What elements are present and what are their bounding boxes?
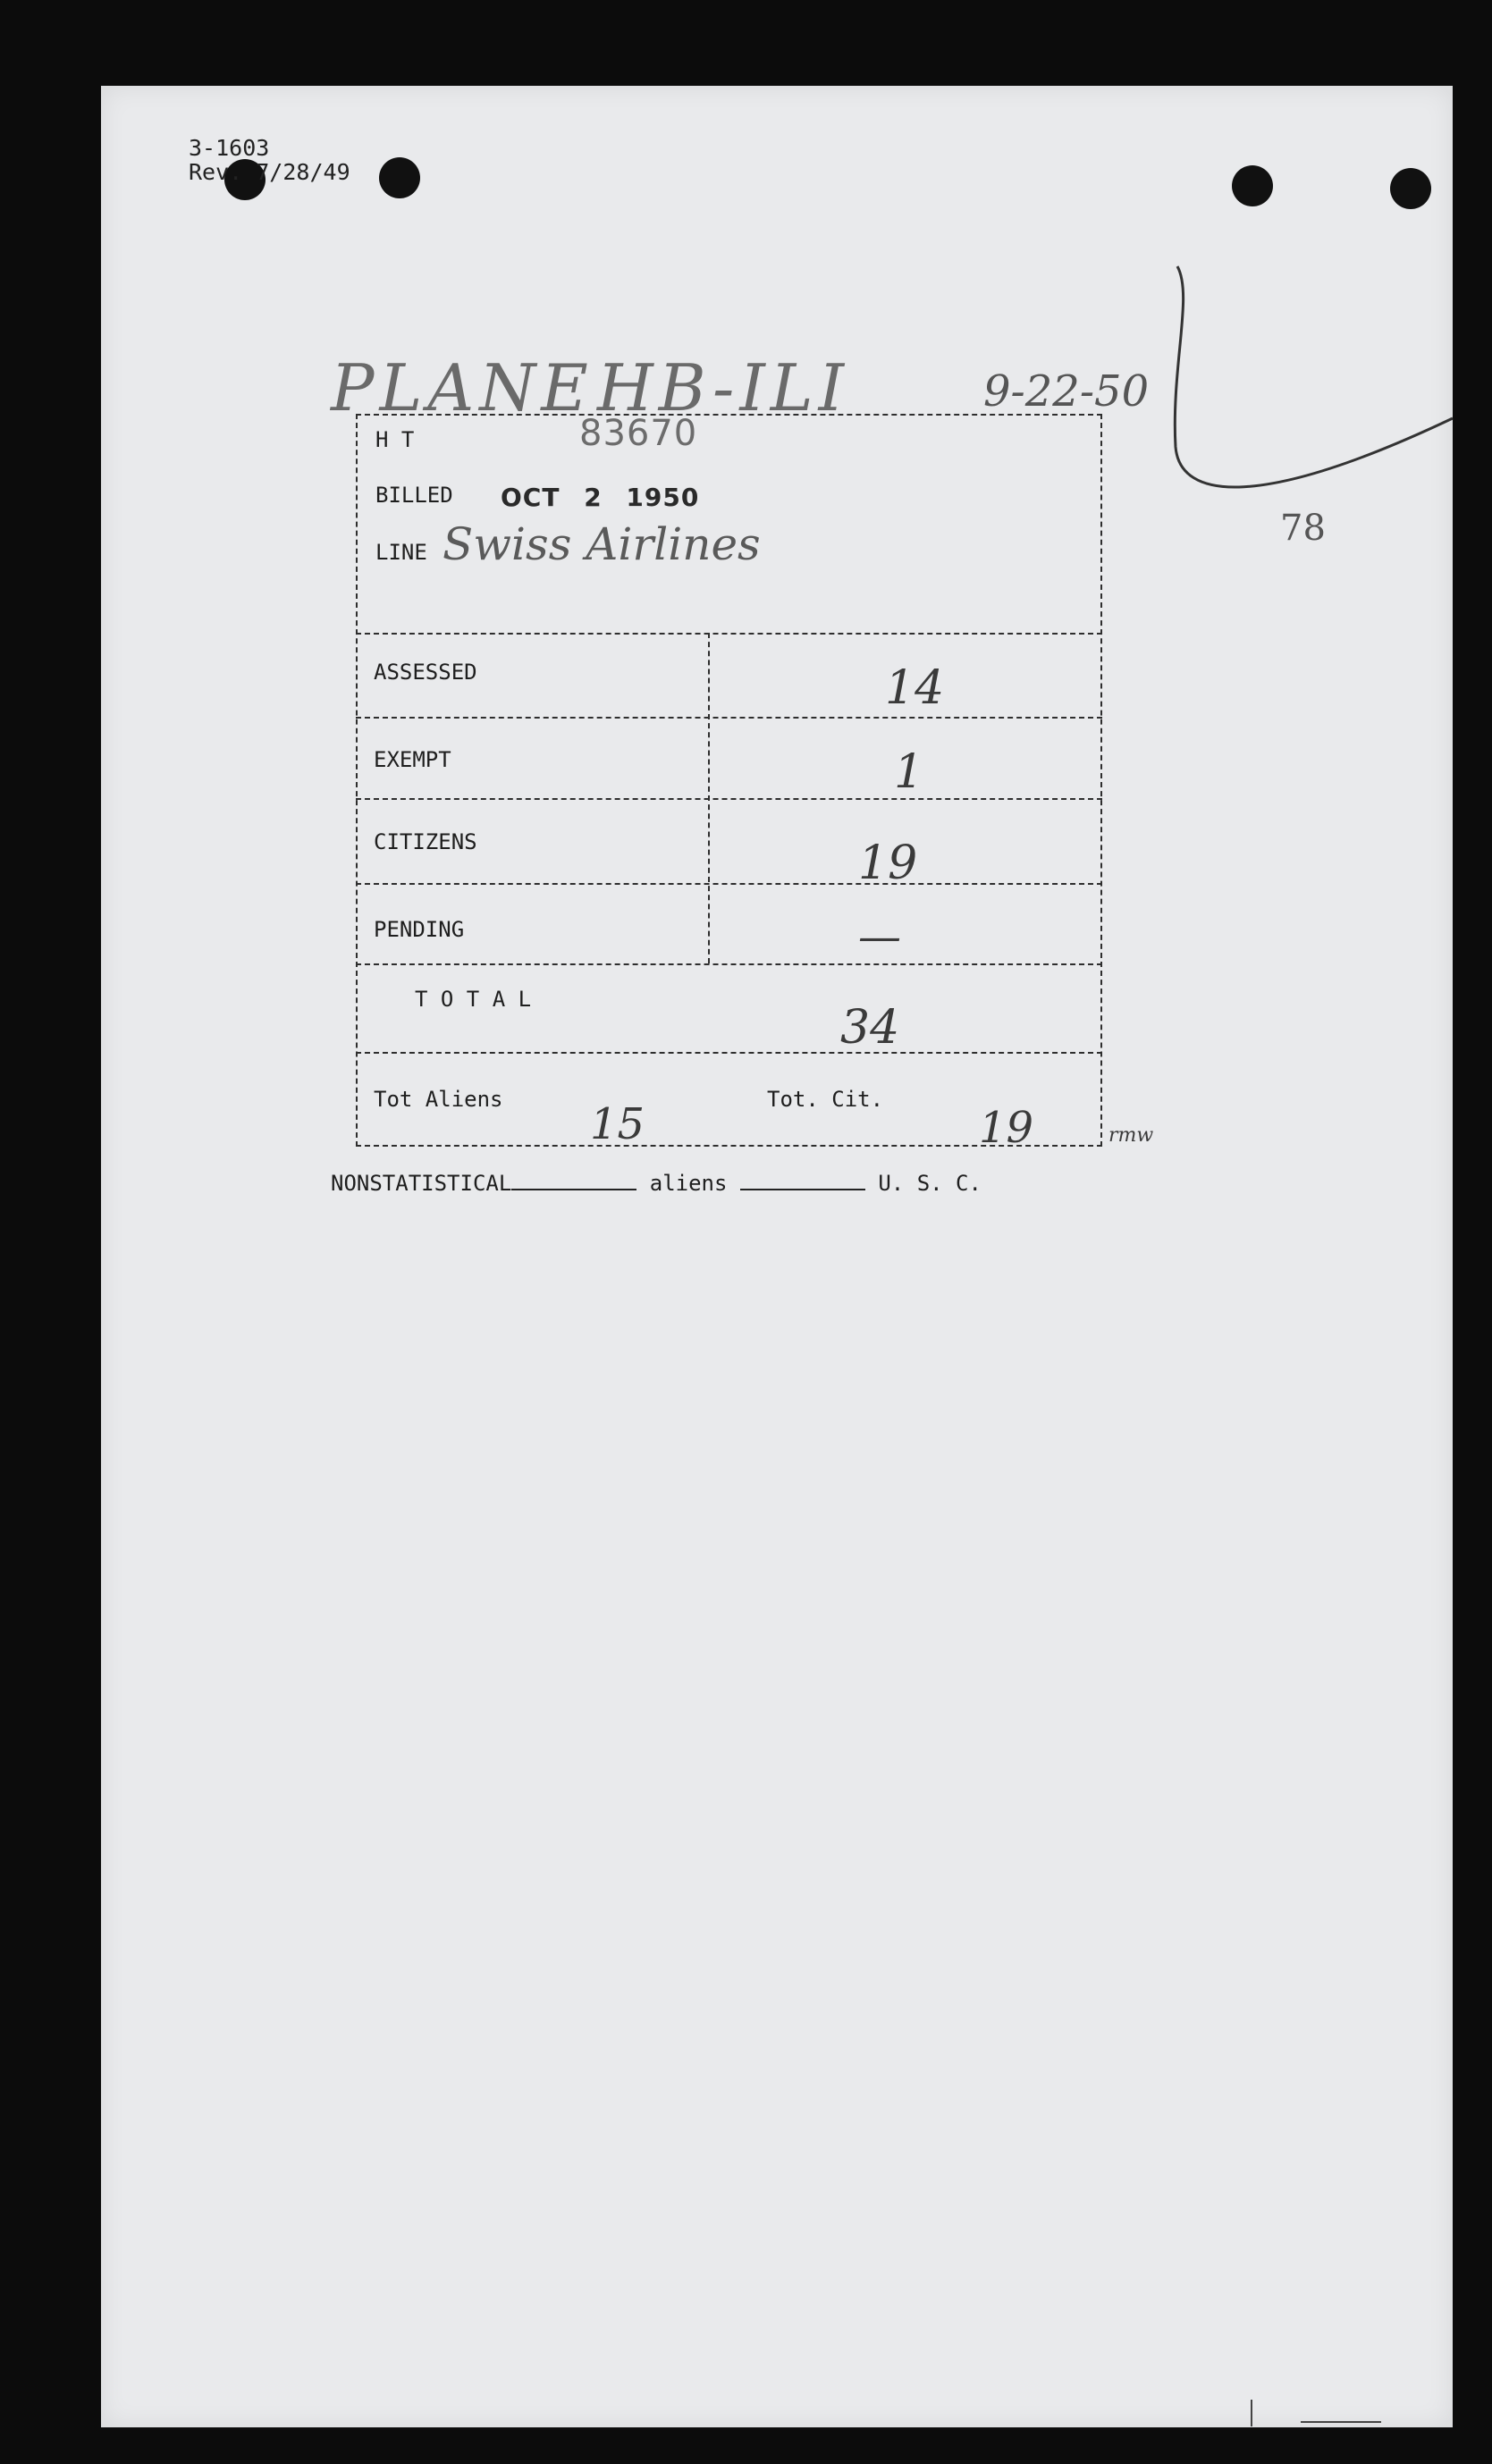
count-value-exempt: 1 [894, 745, 924, 799]
ht-number-stamp: 83670 [579, 413, 698, 454]
nonstatistical-blank [511, 1189, 636, 1190]
billed-date-stamp: OCT 2 1950 [501, 483, 700, 512]
count-value-citizens: 19 [858, 837, 918, 890]
form-revision: Rev. 7/28/49 [189, 159, 350, 185]
total-label: T O T A L [415, 987, 532, 1012]
bottom-edge-mark [1247, 2395, 1390, 2431]
count-label-exempt: EXEMPT [374, 747, 451, 772]
ht-label: H T [375, 427, 415, 452]
usc-label: U. S. C. [878, 1171, 982, 1196]
aliens-blank [740, 1189, 865, 1190]
punch-hole-right-2 [1390, 168, 1431, 209]
aliens-label: aliens [649, 1171, 728, 1196]
divider-row-2 [356, 798, 1102, 800]
nonstatistical-label: NONSTATISTICAL [331, 1171, 512, 1196]
count-label-citizens: CITIZENS [374, 829, 477, 854]
divider-header [356, 633, 1102, 635]
billed-label: BILLED [375, 483, 453, 508]
punch-hole-left-2 [379, 157, 420, 198]
divider-row-1 [356, 717, 1102, 719]
form-number-block [189, 136, 350, 184]
bracket-mark [1153, 259, 1457, 527]
initials: rmw [1108, 1124, 1154, 1147]
plane-label: PLANE [331, 350, 594, 425]
nonstatistical-line [331, 1171, 982, 1196]
page-mark: 78 [1280, 508, 1326, 549]
count-label-assessed: ASSESSED [374, 660, 477, 685]
tot-aliens-value: 15 [590, 1099, 645, 1149]
column-divider [708, 633, 710, 963]
handwritten-date: 9-22-50 [983, 366, 1150, 416]
form-number: 3-1603 [189, 135, 270, 161]
count-value-pending: — [858, 912, 901, 962]
plane-id: HB-ILI [597, 350, 850, 425]
total-value: 34 [840, 1001, 900, 1055]
divider-row-5 [356, 1052, 1102, 1054]
divider-row-3 [356, 883, 1102, 885]
punch-hole-right-1 [1232, 165, 1273, 206]
count-value-assessed: 14 [885, 661, 945, 715]
line-label: LINE [375, 540, 427, 565]
tot-cit-value: 19 [979, 1103, 1034, 1153]
divider-row-4 [356, 963, 1102, 965]
count-label-pending: PENDING [374, 917, 465, 942]
tot-cit-label: Tot. Cit. [767, 1087, 884, 1112]
tot-aliens-label: Tot Aliens [374, 1087, 503, 1112]
line-value: Swiss Airlines [443, 518, 761, 570]
